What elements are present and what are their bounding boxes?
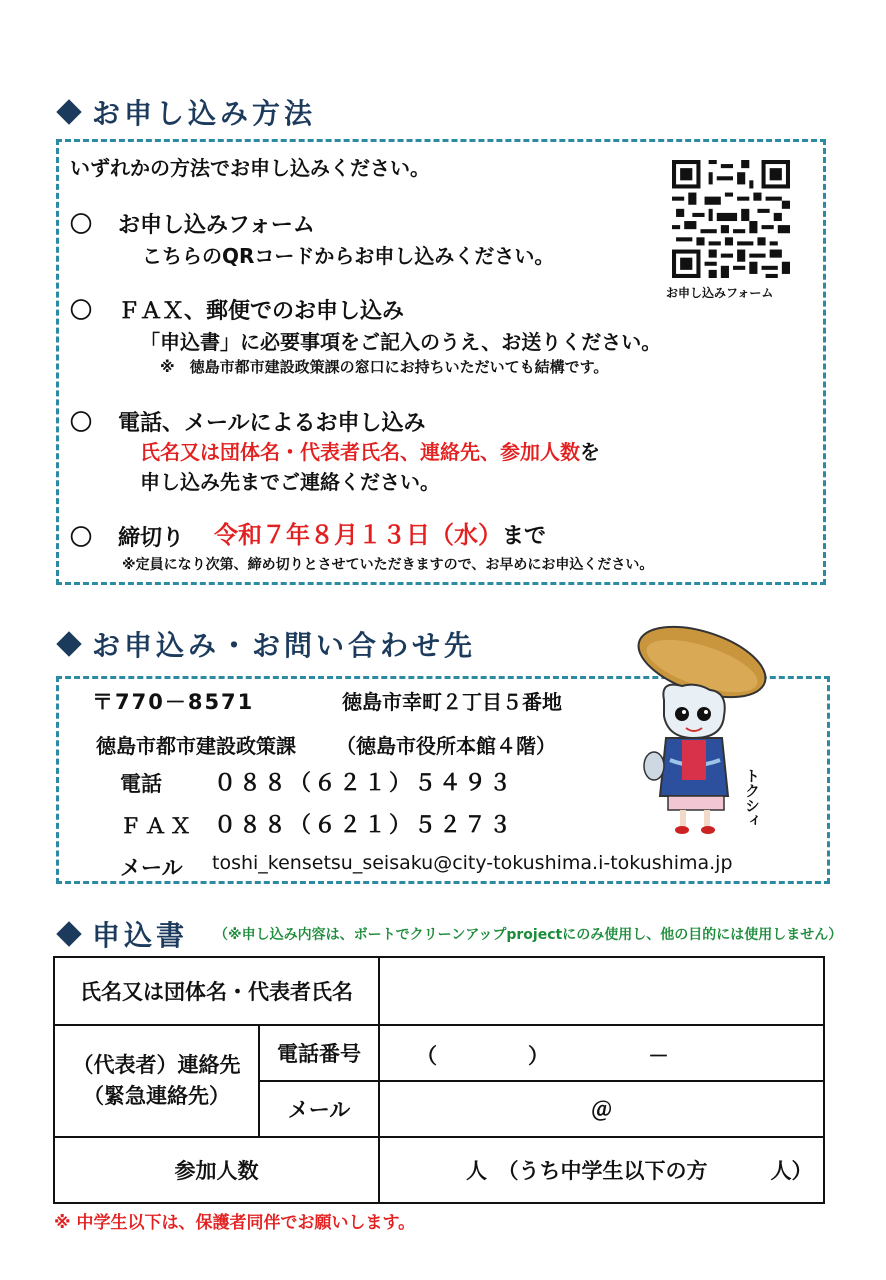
qr-caption: お申し込みフォーム xyxy=(666,286,774,300)
mail-label-cell: メール xyxy=(259,1081,379,1137)
intro-text: いずれかの方法でお申し込みください。 xyxy=(70,156,430,180)
tel-input-cell[interactable]: （ ） － xyxy=(379,1025,824,1081)
bullet-mark: 〇 xyxy=(70,213,93,238)
mail-label: メール xyxy=(120,856,183,880)
department: 徳島市都市建設政策課 xyxy=(96,734,296,758)
privacy-note: （※申し込み内容は、ボートでクリーンアップprojectにのみ使用し、他の目的には使用しません） xyxy=(214,927,843,943)
tel-number: ０８８（６２１）５４９３ xyxy=(214,771,515,796)
diamond-icon xyxy=(56,921,81,946)
item-phone-line: 申し込み先までご連絡ください。 xyxy=(140,470,440,494)
tel-label-cell: 電話番号 xyxy=(259,1025,379,1081)
mascot-name: トクシィ xyxy=(743,768,761,828)
diamond-icon xyxy=(56,99,81,124)
bullet-mark: 〇 xyxy=(70,526,93,551)
bullet-mark: 〇 xyxy=(70,299,93,324)
deadline-note: ※定員になり次第、締め切りとさせていただきますので、お早めにお申込ください。 xyxy=(122,557,654,573)
bullet-mark: 〇 xyxy=(70,411,93,436)
deadline-date: 令和７年８月１３日（水）まで xyxy=(214,521,547,549)
contact-label-cell: （代表者）連絡先 （緊急連絡先） xyxy=(54,1025,259,1137)
section-title-contact: お申込み・お問い合わせ先 xyxy=(54,624,476,664)
mail-input-cell[interactable]: ＠ xyxy=(379,1081,824,1137)
qr-code-icon xyxy=(672,160,790,278)
footer-note: ※ 中学生以下は、保護者同伴でお願いします。 xyxy=(54,1213,416,1233)
item-form-heading: お申し込みフォーム xyxy=(118,213,315,238)
department-note: （徳島市役所本館４階） xyxy=(336,734,556,758)
item-form-line: こちらのQRコードからお申し込みください。 xyxy=(142,244,555,268)
count-input-cell[interactable]: 人 （うち中学生以下の方 人） xyxy=(379,1137,824,1203)
address: 徳島市幸町２丁目５番地 xyxy=(342,690,562,714)
item-deadline-heading: 締切り xyxy=(118,526,185,551)
item-fax-heading: ＦＡＸ、郵便でのお申し込み xyxy=(118,299,405,324)
section-title-application-form: 申込書 （※申し込み内容は、ボートでクリーンアップprojectにのみ使用し、他の目的には使用しません） xyxy=(54,914,842,954)
tel-label: 電話 xyxy=(120,772,162,796)
name-label-cell: 氏名又は団体名・代表者氏名 xyxy=(54,957,379,1025)
item-phone-red-line: 氏名又は団体名・代表者氏名、連絡先、参加人数を xyxy=(140,440,600,464)
required-fields-text: 氏名又は団体名・代表者氏名、連絡先、参加人数 xyxy=(140,440,580,464)
diamond-icon xyxy=(56,631,81,656)
fax-label: ＦＡＸ xyxy=(120,814,195,838)
mail-address: toshi_kensetsu_seisaku@city-tokushima.i-tokushima.jp xyxy=(212,852,733,874)
item-fax-line: 「申込書」に必要事項をご記入のうえ、お送りください。 xyxy=(140,330,662,354)
count-label-cell: 参加人数 xyxy=(54,1137,379,1203)
section-title-application-method: お申し込み方法 xyxy=(54,92,316,132)
application-form-table xyxy=(53,956,825,1204)
item-phone-heading: 電話、メールによるお申し込み xyxy=(118,411,426,436)
fax-number: ０８８（６２１）５２７３ xyxy=(214,813,515,838)
name-input-cell[interactable] xyxy=(379,957,824,1025)
postal-code: 〒770－8571 xyxy=(92,690,255,714)
item-fax-note: ※ 徳島市都市建設政策課の窓口にお持ちいただいても結構です。 xyxy=(160,358,609,376)
